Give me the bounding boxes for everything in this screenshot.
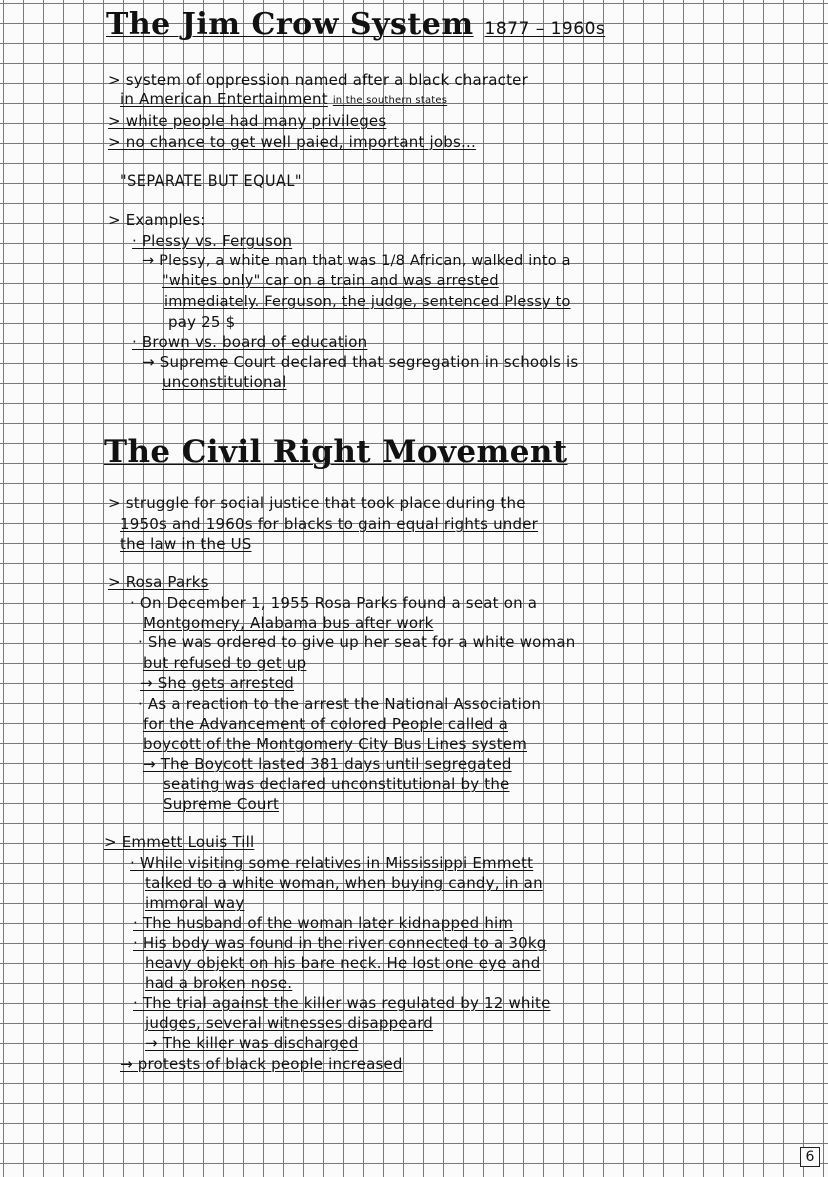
rosa-parks-line: · She was ordered to give up her seat for a white woman	[138, 633, 576, 651]
examples-heading: > Examples:	[108, 211, 206, 229]
jim-crow-line: > white people had many privileges	[108, 112, 387, 130]
emmett-till-line: · While visiting some relatives in Mississippi Emmett	[130, 854, 534, 872]
jim-crow-years: 1877 – 1960s	[484, 19, 606, 39]
rosa-parks-line: · As a reaction to the arrest the National Association	[138, 695, 542, 713]
emmett-till-line: talked to a white woman, when buying candy, in an	[145, 874, 543, 892]
plessy-heading: · Plessy vs. Ferguson	[132, 232, 293, 250]
jim-crow-title-text: The Jim Crow System	[106, 7, 474, 42]
page-number: 6	[800, 1147, 820, 1167]
emmett-till-line: · The husband of the woman later kidnapped him	[133, 914, 514, 932]
emmett-till-line: · His body was found in the river connected to a 30kg	[133, 934, 547, 952]
rosa-parks-line: → She gets arrested	[140, 674, 294, 692]
rosa-parks-line: seating was declared unconstitutional by the	[163, 775, 510, 793]
rosa-parks-line: boycott of the Montgomery City Bus Lines system	[143, 735, 528, 753]
emmett-till-line: heavy objekt on his bare neck. He lost one eye and	[145, 954, 541, 972]
rosa-parks-line: → The Boycott lasted 381 days until segregated	[143, 755, 512, 773]
civil-rights-intro-line: the law in the US	[120, 535, 252, 553]
jim-crow-line-text: in American Entertainment	[120, 90, 328, 108]
emmett-till-line: immoral way	[145, 894, 245, 912]
rosa-parks-heading: > Rosa Parks	[108, 573, 209, 591]
emmett-till-heading: > Emmett Louis Till	[104, 833, 255, 851]
jim-crow-line: > no chance to get well paied, important jobs...	[108, 133, 476, 151]
jim-crow-note: in the southern states	[332, 95, 448, 106]
plessy-line: → Plessy, a white man that was 1/8 African, walked into a	[142, 253, 571, 269]
jim-crow-line: > system of oppression named after a black character	[108, 71, 528, 89]
jim-crow-line	[120, 90, 447, 110]
civil-rights-intro-line: > struggle for social justice that took place during the	[108, 494, 526, 512]
civil-rights-intro-line: 1950s and 1960s for blacks to gain equal rights under	[120, 515, 539, 533]
separate-but-equal: "SEPARATE BUT EQUAL"	[120, 171, 302, 190]
plessy-line: "whites only" car on a train and was arrested	[162, 273, 499, 289]
emmett-till-conclusion: → protests of black people increased	[120, 1055, 403, 1073]
emmett-till-line: → The killer was discharged	[145, 1034, 359, 1052]
brown-line: → Supreme Court declared that segregation in schools is	[142, 353, 579, 371]
rosa-parks-line: Supreme Court	[163, 795, 280, 813]
emmett-till-line: judges, several witnesses disappeard	[145, 1014, 434, 1032]
civil-rights-title: The Civil Right Movement	[104, 434, 568, 470]
rosa-parks-line: · On December 1, 1955 Rosa Parks found a seat on a	[130, 594, 538, 612]
emmett-till-line: had a broken nose.	[145, 974, 293, 992]
plessy-line: pay 25 $	[168, 313, 236, 331]
plessy-line: immediately. Ferguson, the judge, sentenced Plessy to	[164, 294, 571, 310]
rosa-parks-line: but refused to get up	[143, 654, 307, 672]
brown-heading: · Brown vs. board of education	[132, 333, 368, 351]
rosa-parks-line: Montgomery, Alabama bus after work	[143, 614, 434, 632]
rosa-parks-line: for the Advancement of colored People called a	[143, 715, 508, 733]
jim-crow-title	[106, 8, 605, 46]
brown-line: unconstitutional	[162, 373, 287, 391]
emmett-till-line: · The trial against the killer was regulated by 12 white	[133, 994, 551, 1012]
